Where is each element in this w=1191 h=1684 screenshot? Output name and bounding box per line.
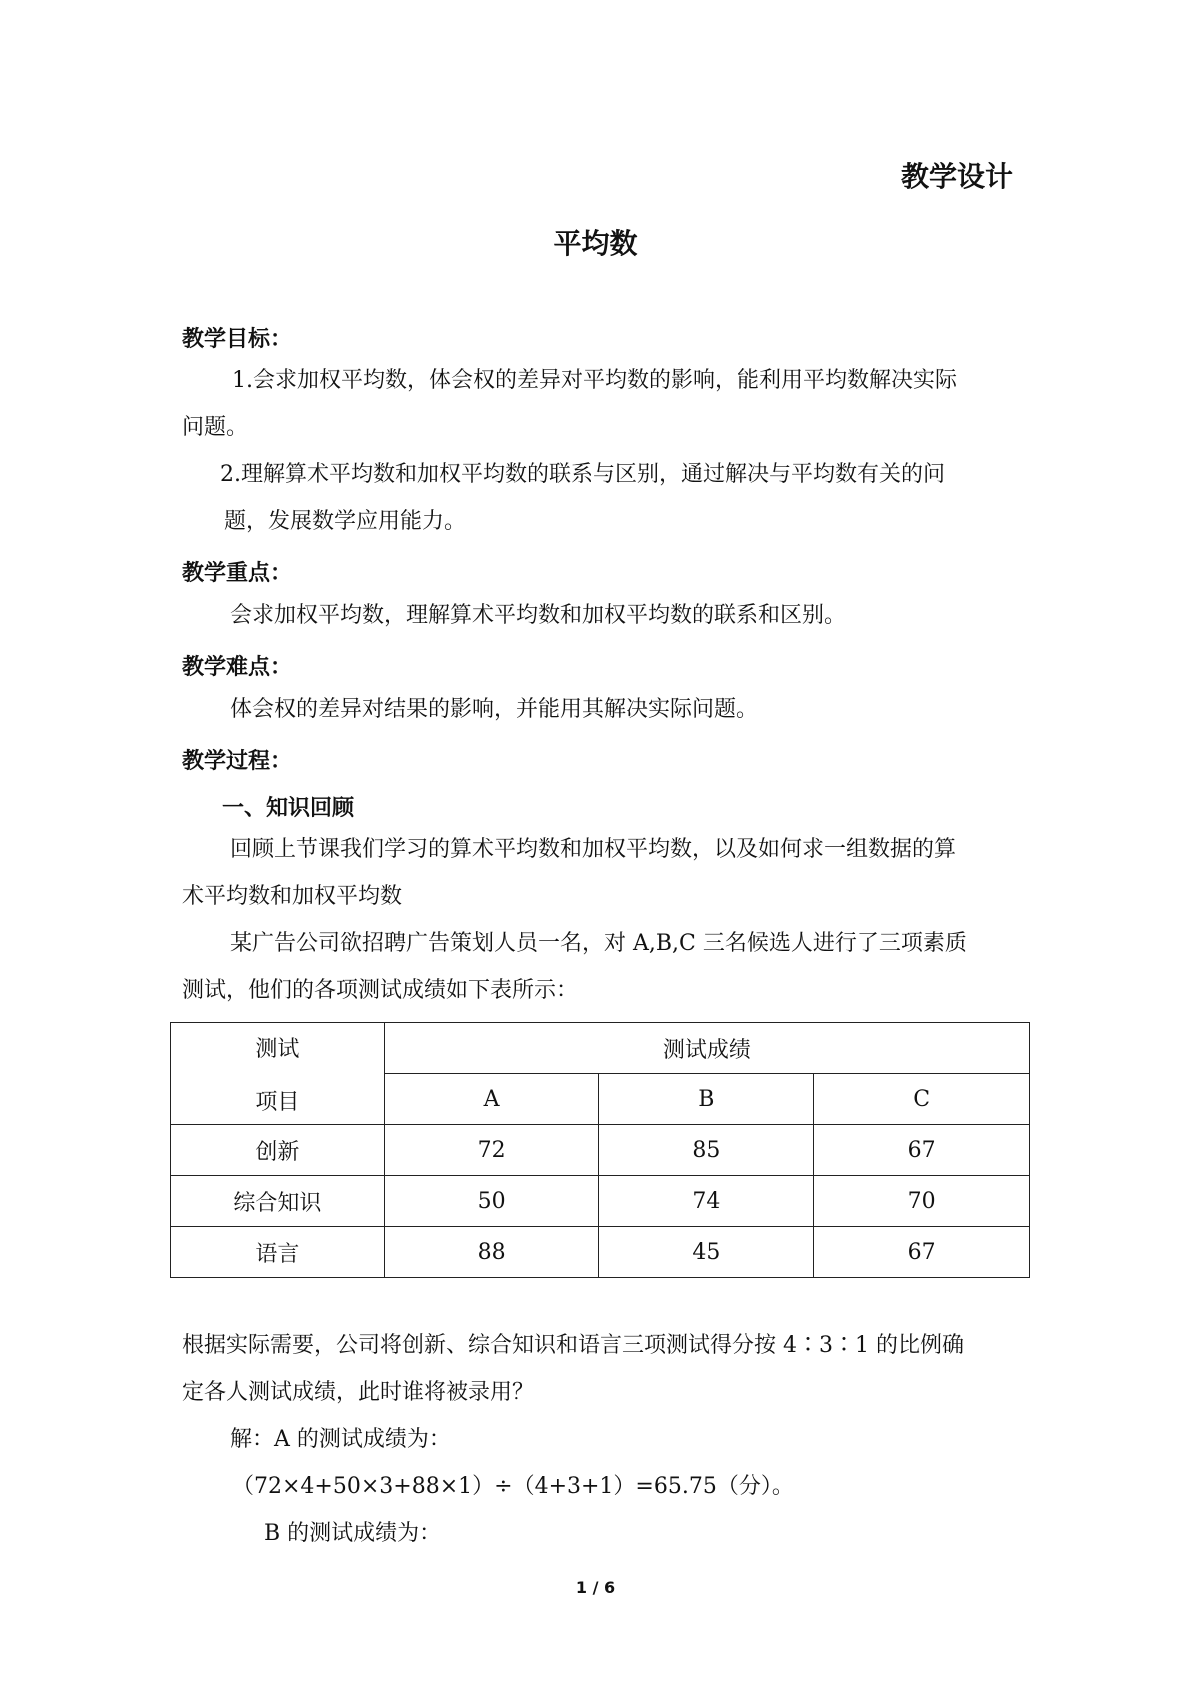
question-line-2: 定各人测试成绩，此时谁将被录用？ [182,1380,535,1405]
candidate-a: A [384,1074,599,1125]
objective-2-line-2: 题，发展数学应用能力。 [224,509,467,534]
key-points-text: 会求加权平均数，理解算术平均数和加权平均数的联系和区别。 [230,603,847,628]
row-value: 88 [384,1227,599,1278]
example-line-2: 测试，他们的各项测试成绩如下表所示： [182,978,579,1003]
objective-1-line-2: 问题。 [182,415,249,440]
row-value: 72 [384,1125,599,1176]
objectives-heading: 教学目标： [182,327,293,352]
row-value: 67 [814,1125,1030,1176]
solution-a-formula: （72×4+50×3+88×1）÷（4+3+1）=65.75（分）。 [232,1474,794,1499]
row-item: 语言 [171,1227,385,1278]
review-line-1: 回顾上节课我们学习的算术平均数和加权平均数，以及如何求一组数据的算 [230,837,957,862]
row-value: 50 [384,1176,599,1227]
solution-a-label: 解：A 的测试成绩为： [230,1427,451,1452]
review-line-2: 术平均数和加权平均数 [182,884,403,909]
process-heading: 教学过程： [182,749,293,774]
difficulties-heading: 教学难点： [182,655,293,680]
page-number: 1 / 6 [575,1578,616,1597]
row-value: 67 [814,1227,1030,1278]
row-value: 85 [599,1125,814,1176]
scores-table [170,1022,1030,1278]
header-scores-cell: 测试成绩 [384,1023,1029,1074]
example-line-1: 某广告公司欲招聘广告策划人员一名，对 A,B,C 三名候选人进行了三项素质 [230,931,967,956]
key-points-heading: 教学重点： [182,561,293,586]
row-value: 70 [814,1176,1030,1227]
table-row [171,1176,1030,1227]
header-item-line-2: 项目 [255,1089,300,1115]
table-row [171,1227,1030,1278]
objective-2-line-1: 2.理解算术平均数和加权平均数的联系与区别，通过解决与平均数有关的问 [220,462,945,487]
row-item: 创新 [171,1125,385,1176]
row-item: 综合知识 [171,1176,385,1227]
document-type: 教学设计 [900,160,1013,193]
objective-1-line-1: 1.会求加权平均数，体会权的差异对平均数的影响，能利用平均数解决实际 [232,368,957,393]
difficulties-text: 体会权的差异对结果的影响，并能用其解决实际问题。 [230,697,759,722]
header-item-cell [171,1023,385,1125]
candidate-b: B [599,1074,814,1125]
row-value: 74 [599,1176,814,1227]
section-1-heading: 一、知识回顾 [222,796,355,821]
candidate-c: C [814,1074,1030,1125]
question-line-1: 根据实际需要，公司将创新、综合知识和语言三项测试得分按 4∶3∶1 的比例确 [182,1333,964,1358]
row-value: 45 [599,1227,814,1278]
page-title: 平均数 [553,227,638,260]
table-header-row [171,1023,1030,1074]
solution-b-label: B 的测试成绩为： [264,1521,442,1546]
table-row [171,1125,1030,1176]
header-item-line-1: 测试 [255,1036,300,1062]
